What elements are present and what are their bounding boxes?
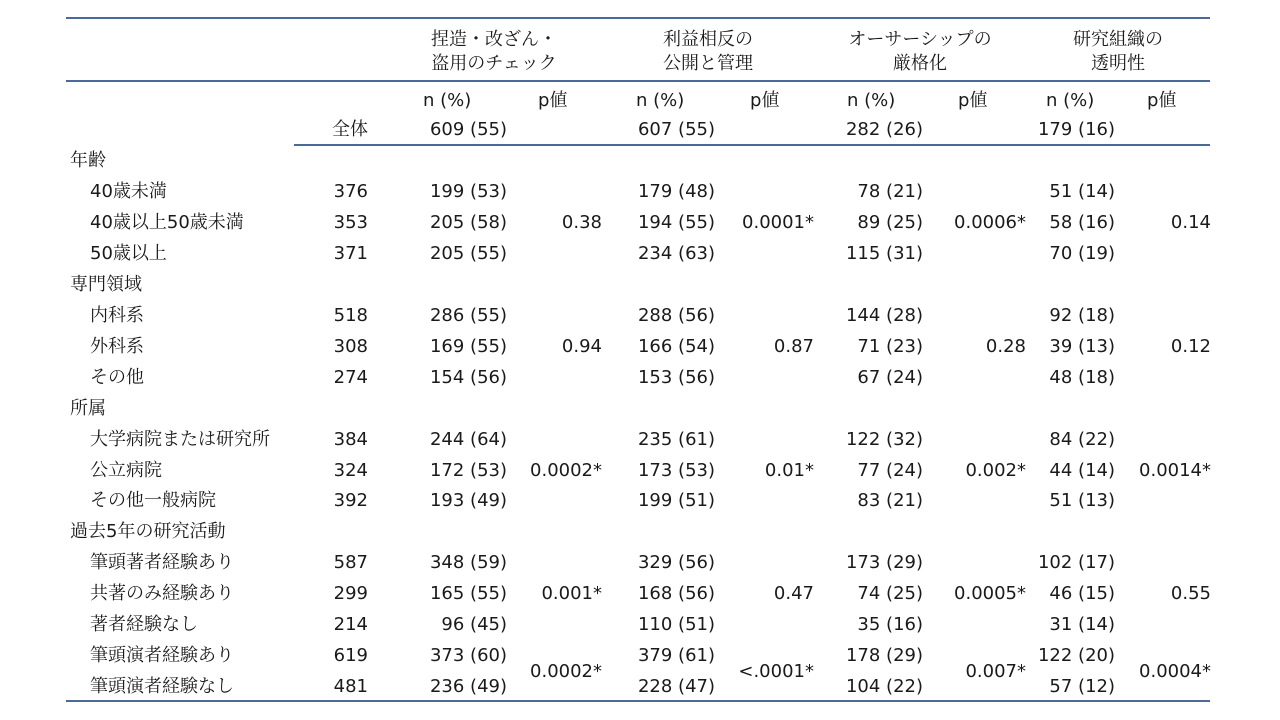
row-n-pct: 228 (47) [637,676,715,698]
row-label: 筆頭演者経験なし [90,676,234,698]
p-value: 0.28 [985,335,1026,357]
row-label: 筆頭著者経験あり [90,552,234,574]
row-n-pct: 165 (55) [429,583,507,605]
group-header-4-line2: 透明性 [1091,53,1145,74]
row-n-pct: 31 (14) [1049,614,1115,636]
p-value: 0.01* [764,459,814,481]
row-n-pct: 48 (18) [1049,366,1115,388]
row-n-pct: 179 (48) [637,180,715,202]
row-n-pct: 122 (32) [845,428,923,450]
subheader-n-pct-2: n (%) [636,90,685,111]
p-value: 0.12 [1170,335,1211,357]
row-n-pct: 153 (56) [637,366,715,388]
row-n-pct: 44 (14) [1049,459,1115,481]
row-n-pct: 104 (22) [845,676,923,698]
p-value: 0.0004* [1139,660,1211,682]
row-n-pct: 235 (61) [637,428,715,450]
row-n: 587 [333,552,368,574]
row-n-pct: 110 (51) [637,614,715,636]
row-label: 外科系 [90,335,144,357]
row-n-pct: 84 (22) [1049,428,1115,450]
p-value: 0.94 [561,335,602,357]
group-header-3-line2: 厳格化 [893,53,947,74]
overall-total-4: 179 (16) [1037,119,1115,140]
row-n: 274 [333,366,368,388]
p-value: <.0001* [738,660,814,682]
overall-total-1: 609 (55) [429,119,507,140]
row-label: 50歳以上 [90,242,167,264]
section-title: 専門領域 [70,273,142,295]
row-n-pct: 199 (53) [429,180,507,202]
row-n-pct: 244 (64) [429,428,507,450]
p-value: 0.38 [561,211,602,233]
row-n-pct: 83 (21) [857,490,923,512]
row-n-pct: 96 (45) [441,614,507,636]
row-label: 40歳未満 [90,180,167,202]
group-header-2-line1: 利益相反の [663,29,753,50]
row-n-pct: 166 (54) [637,335,715,357]
row-n-pct: 236 (49) [429,676,507,698]
p-value: 0.0001* [742,211,814,233]
row-n-pct: 39 (13) [1049,335,1115,357]
top-rule [66,17,1210,19]
overall-total-2: 607 (55) [637,119,715,140]
p-value: 0.47 [773,583,814,605]
row-n: 384 [333,428,368,450]
section-title: 年齢 [70,150,106,171]
p-value: 0.002* [965,459,1026,481]
group-header-1-line2: 盗用のチェック [431,53,557,74]
row-n-pct: 205 (58) [429,211,507,233]
row-n-pct: 286 (55) [429,304,507,326]
row-n-pct: 115 (31) [845,242,923,264]
row-n-pct: 234 (63) [637,242,715,264]
row-n-pct: 78 (21) [857,180,923,202]
section-title: 過去5年の研究活動 [70,521,226,543]
row-n-pct: 168 (56) [637,583,715,605]
row-n-pct: 194 (55) [637,211,715,233]
row-n-pct: 154 (56) [429,366,507,388]
header-rule [66,80,1210,82]
subheader-p-value-4: p値 [1147,90,1177,111]
subheader-n-pct-1: n (%) [423,90,472,111]
results-table [66,17,1210,703]
row-n: 619 [333,645,368,667]
p-value: 0.0002* [530,660,602,682]
row-n-pct: 329 (56) [637,552,715,574]
bottom-rule [66,700,1210,702]
row-n-pct: 92 (18) [1049,304,1115,326]
row-label: 大学病院または研究所 [90,428,270,450]
subheader-p-value-3: p値 [958,90,988,111]
row-n-pct: 67 (24) [857,366,923,388]
row-n: 353 [333,211,368,233]
p-value: 0.14 [1170,211,1211,233]
row-n-pct: 173 (53) [637,459,715,481]
row-n-pct: 144 (28) [845,304,923,326]
row-n: 299 [333,583,368,605]
p-value: 0.87 [773,335,814,357]
row-label: 共著のみ経験あり [90,583,234,605]
subheader-p-value-1: p値 [538,90,568,111]
row-n-pct: 77 (24) [857,459,923,481]
row-n-pct: 373 (60) [429,645,507,667]
row-n: 481 [333,676,368,698]
group-header-3-line1: オーサーシップの [848,29,992,50]
row-n: 308 [333,335,368,357]
row-n-pct: 57 (12) [1049,676,1115,698]
p-value: 0.0005* [954,583,1026,605]
row-n-pct: 102 (17) [1037,552,1115,574]
p-value: 0.55 [1170,583,1211,605]
row-label: 40歳以上50歳未満 [90,211,244,233]
row-label: その他 [90,366,144,388]
row-n-pct: 122 (20) [1037,645,1115,667]
section-title: 所属 [70,397,106,419]
group-header-1-line1: 捏造・改ざん・ [431,29,557,50]
p-value: 0.0014* [1139,459,1211,481]
row-n-pct: 172 (53) [429,459,507,481]
subheader-n-pct-3: n (%) [847,90,896,111]
row-n-pct: 199 (51) [637,490,715,512]
row-n-pct: 173 (29) [845,552,923,574]
p-value: 0.0002* [530,459,602,481]
row-n-pct: 193 (49) [429,490,507,512]
group-header-4-line1: 研究組織の [1073,29,1163,50]
row-label: その他一般病院 [90,490,216,512]
subheader-p-value-2: p値 [750,90,780,111]
row-n-pct: 169 (55) [429,335,507,357]
row-n: 392 [333,490,368,512]
row-n: 324 [333,459,368,481]
row-label: 公立病院 [90,459,162,481]
row-n-pct: 46 (15) [1049,583,1115,605]
row-n-pct: 58 (16) [1049,211,1115,233]
row-label: 内科系 [90,304,144,326]
row-n-pct: 51 (14) [1049,180,1115,202]
row-n-pct: 71 (23) [857,335,923,357]
row-n-pct: 51 (13) [1049,490,1115,512]
p-value: 0.001* [541,583,602,605]
row-n-pct: 74 (25) [857,583,923,605]
row-label: 著者経験なし [90,614,198,636]
row-n: 214 [333,614,368,636]
row-n-pct: 205 (55) [429,242,507,264]
row-n-pct: 348 (59) [429,552,507,574]
row-n-pct: 178 (29) [845,645,923,667]
row-n: 376 [333,180,368,202]
p-value: 0.007* [965,660,1026,682]
overall-total-3: 282 (26) [845,119,923,140]
subheader-rule [294,144,1210,146]
subheader-n-pct-4: n (%) [1046,90,1095,111]
row-n-pct: 70 (19) [1049,242,1115,264]
row-n-pct: 379 (61) [637,645,715,667]
group-header-2-line2: 公開と管理 [663,53,753,74]
overall-label: 全体 [332,119,368,140]
row-n-pct: 35 (16) [857,614,923,636]
row-label: 筆頭演者経験あり [90,645,234,667]
row-n: 371 [333,242,368,264]
row-n-pct: 288 (56) [637,304,715,326]
row-n: 518 [333,304,368,326]
p-value: 0.0006* [954,211,1026,233]
row-n-pct: 89 (25) [857,211,923,233]
